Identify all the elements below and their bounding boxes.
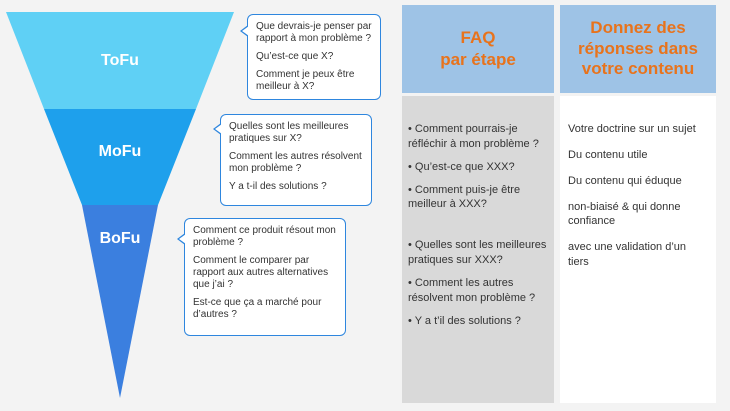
bubble-question: Comment je peux être meilleur à X?: [256, 69, 355, 92]
answers-header: [560, 5, 716, 93]
stage-label-bofu: BoFu: [99, 230, 141, 247]
faq-item: • Quelles sont les meilleures pratiques sur XXX?: [408, 239, 547, 267]
stage-label-tofu: ToFu: [101, 52, 139, 69]
faq-header: [402, 5, 554, 93]
bubble-tofu: [247, 14, 381, 100]
faq-item: • Y a t’il des solutions ?: [408, 314, 521, 327]
bubble-question: Qu’est-ce que X?: [256, 51, 334, 62]
answer-item: Du contenu qui éduque: [568, 174, 682, 187]
bubble-question: Comment les autres résolvent mon problème ?: [229, 151, 362, 174]
answer-item: Votre doctrine sur un sujet: [568, 123, 696, 135]
bubble-question: Y a t-il des solutions ?: [229, 181, 327, 192]
faq-item: • Comment pourrais-je réfléchir à mon problème ?: [408, 123, 539, 150]
bubble-question: Est-ce que ça a marché pour d’autres ?: [193, 297, 322, 320]
bubble-question: Quelles sont les meilleures pratiques sur X?: [229, 121, 349, 144]
faq-title-line1: FAQ: [460, 27, 496, 47]
bubble-question: Comment ce produit résout mon problème ?: [193, 225, 336, 248]
faq-item: • Comment puis-je être meilleur à XXX?: [408, 183, 521, 211]
answers-list: [560, 96, 716, 403]
answer-item: avec une validation d’un tiers: [568, 241, 687, 269]
faq-item: • Comment les autres résolvent mon problème ?: [408, 276, 536, 304]
bubble-bofu: [184, 218, 346, 336]
bubble-mofu: [220, 114, 372, 206]
answer-item: Du contenu utile: [568, 148, 648, 161]
answers-title: Donnez des réponses dans votre contenu: [578, 18, 698, 79]
bubble-question: Comment le comparer par rapport aux autres alternatives que j’ai ?: [193, 255, 329, 290]
faq-item: • Qu’est-ce que XXX?: [408, 160, 515, 173]
answer-item: non-biaisé & qui donne confiance: [568, 200, 681, 228]
bubble-question: Que devrais-je penser par rapport à mon problème ?: [256, 21, 372, 44]
stage-label-mofu: MoFu: [98, 143, 142, 160]
faq-list: [402, 96, 554, 403]
faq-title-line2: par étape: [440, 50, 516, 69]
